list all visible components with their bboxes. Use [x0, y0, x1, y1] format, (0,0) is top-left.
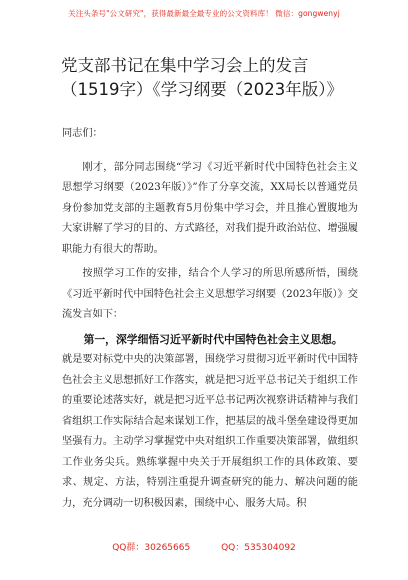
document-title: 党支部书记在集中学习会上的发言（1519字）《学习纲要（2023年版）》	[61, 56, 343, 99]
document-body	[62, 124, 358, 518]
paragraph-section-1: 就是要对标党中央的决策部署，围绕学习贯彻习近平新时代中国特色社会主义思想抓好工作落实，就是把习近平总书记关于组织工作的重要论述落实好，就是把习近平总书记两次视察讲话精神与我们省组织工作实际结合起来谋划工作，把基层的战斗堡垒建设得更加坚强有力。主动学习掌握党中央对组织工作重要决策部署，做组织工作业务尖兵。熟练掌握中央关于开展组织工作的具体政策、要求、规定、方法，特别注重提升调查研究的能力、解决问题的能力，充分调动一切积极因素，围绕中心、服务大局。积	[62, 354, 358, 509]
qq-number: QQ：535304092	[221, 543, 296, 553]
salutation: 同志们：	[62, 128, 103, 139]
promo-banner: 关注头条号"公文研究"，获得最新最全最专业的公文资料库！ 微信：gongwenyj	[68, 9, 340, 18]
contact-footer	[0, 540, 408, 553]
paragraph-intro: 刚才，部分同志围绕“学习《习近平新时代中国特色社会主义思想学习纲要（2023年版）》”作了分享交流，XX局长以普通党员身份参加党支部的主题教育5月份集中学习会，并且推心置腹地为大家讲解了学习的目的、方式路径，对我们提升政治站位、增强履职能力有很大的帮助。	[62, 161, 358, 255]
section-heading-1: 第一，深学细悟习近平新时代中国特色社会主义思想。	[83, 332, 343, 346]
paragraph-outline: 按照学习工作的安排，结合个人学习的所思所感所悟，围绕《习近平新时代中国特色社会主义思想学习纲要（2023年版）》交流发言如下：	[62, 268, 358, 320]
qq-group-number: QQ群：30265665	[112, 543, 191, 553]
